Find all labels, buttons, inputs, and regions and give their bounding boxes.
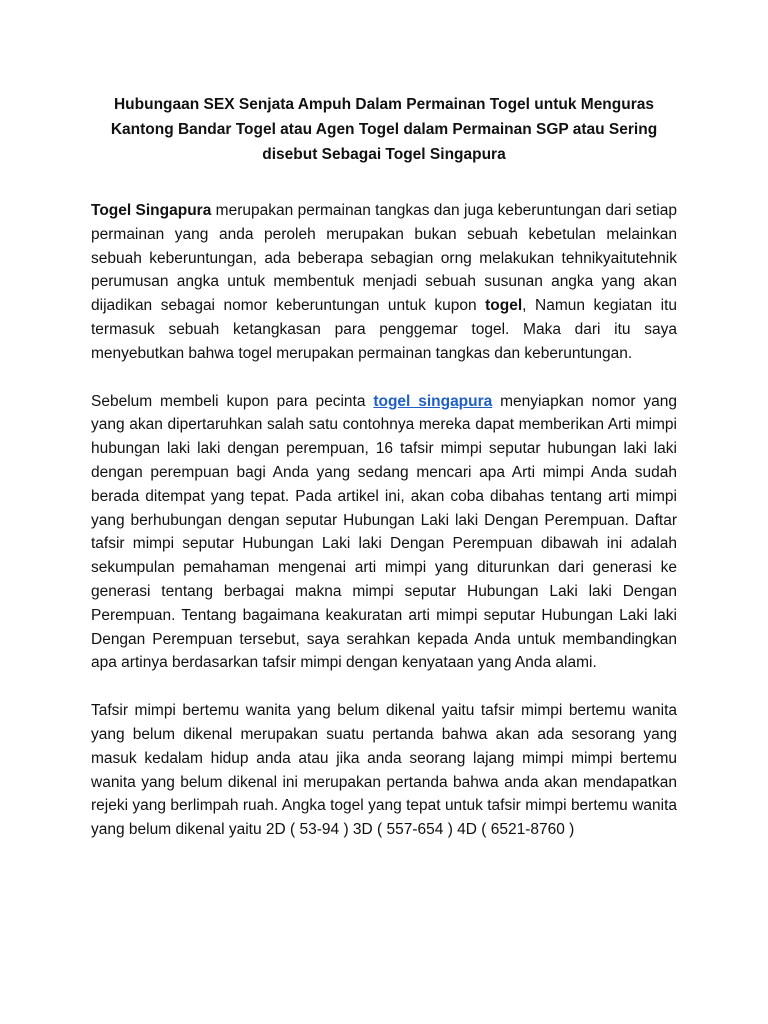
- togel-singapura-link[interactable]: togel singapura: [373, 392, 493, 410]
- title-line-2: Kantong Bandar Togel atau Agen Togel dalam Permainan SGP atau Sering: [110, 121, 658, 138]
- title-line-1: Hubungaan SEX Senjata Ampuh Dalam Permainan Togel untuk Menguras: [113, 96, 654, 113]
- document-title: [91, 92, 677, 167]
- bold-keyword: togel: [485, 297, 523, 315]
- paragraph-intro: [91, 199, 677, 366]
- bold-keyword: Togel Singapura: [91, 202, 212, 219]
- paragraph-dream-meaning: [91, 390, 677, 676]
- title-line-3: disebut Sebagai Togel Singapura: [262, 146, 506, 163]
- paragraph-text: menyiapkan nomor yang yang akan dipertaruhkan salah satu contohnya mereka dapat memberikan Arti mimpi hubungan laki laki dengan perempuan, 16 tafsir mimpi seputar hubungan laki laki dengan perempuan bagi Anda yang sedang mencari apa Arti mimpi Anda sudah berada ditempat yang tepat. Pada artikel ini, akan coba dibahas tentang arti mimpi yang berhubungan dengan seputar Hubungan Laki laki Dengan Perempuan. Daftar tafsir mimpi seputar Hubungan Laki laki Dengan Perempuan dibawah ini adalah sekumpulan pemahaman mengenai arti mimpi yang diturunkan dari generasi ke generasi tentang berbagai makna mimpi seputar Hubungan Laki laki Dengan Perempuan. Tentang bagaimana keakuratan arti mimpi seputar Hubungan Laki laki Dengan Perempuan tersebut, saya serahkan kepada Anda untuk membandingkan apa artinya berdasarkan tafsir mimpi dengan kenyataan yang Anda alami.: [91, 392, 678, 672]
- paragraph-text: merupakan permainan tangkas dan juga keberuntungan dari setiap permainan yang anda peroleh merupakan bukan sebuah kebetulan melainkan sebuah keberuntungan, ada beberapa sebagian orng melakukan tehnikyaitutehnik perumusan angka untuk membentuk menjadi sebuah susunan angka yang akan dijadikan sebagai nomor keberuntungan untuk kupon: [91, 202, 677, 315]
- paragraph-text: , Namun kegiatan itu termasuk sebuah ketangkasan para penggemar togel. Maka dari itu saya menyebutkan bahwa togel merupakan permainan tangkas dan keberuntungan.: [91, 297, 677, 362]
- paragraph-dream-numbers: [91, 699, 677, 842]
- paragraph-text: Tafsir mimpi bertemu wanita yang belum dikenal yaitu tafsir mimpi bertemu wanita yang belum dikenal merupakan suatu pertanda bahwa akan ada sesorang yang masuk kedalam hidup anda atau jika anda seorang lajang mimpi mimpi bertemu wanita yang belum dikenal ini merupakan pertanda bahwa anda akan mendapatkan rejeki yang berlimpah ruah. Angka togel yang tepat untuk tafsir mimpi bertemu wanita yang belum dikenal yaitu 2D ( 53-94 ) 3D ( 557-654 ) 4D ( 6521-8760 ): [91, 702, 677, 839]
- paragraph-text: Sebelum membeli kupon para pecinta: [91, 392, 374, 410]
